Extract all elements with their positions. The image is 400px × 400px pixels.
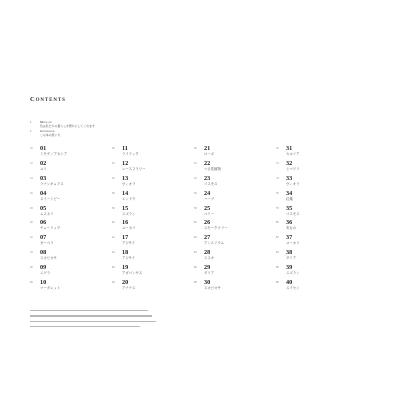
entry-title-ja: ヴィオラ bbox=[122, 181, 136, 186]
page-number: 68 bbox=[194, 281, 197, 285]
entry-title-ja: ミモザ／アカシア bbox=[40, 152, 68, 156]
toc-entry[interactable] bbox=[30, 146, 118, 161]
entry-number: 32 bbox=[286, 159, 293, 167]
entry-title-ja: ススキ bbox=[204, 256, 215, 261]
entry-title-ja: コスモス bbox=[204, 181, 218, 186]
page-number: 14 bbox=[30, 176, 33, 180]
toc-entry[interactable] bbox=[194, 146, 282, 161]
page-number: 56 bbox=[194, 191, 197, 195]
entry-number: 05 bbox=[40, 204, 47, 212]
contents-column-1 bbox=[30, 146, 118, 295]
toc-entry[interactable] bbox=[194, 191, 282, 206]
footnote-line bbox=[30, 315, 152, 316]
entry-number: 33 bbox=[286, 174, 293, 182]
page-number: 38 bbox=[112, 206, 115, 210]
entry-number: 20 bbox=[122, 279, 129, 287]
contents-column-2 bbox=[112, 146, 200, 295]
toc-entry[interactable] bbox=[112, 280, 200, 295]
toc-entry[interactable] bbox=[112, 235, 200, 250]
intro-title-ja: 色は私たちの暮らしを豊かにしてくれます bbox=[40, 123, 95, 128]
page-number: 46 bbox=[112, 266, 115, 270]
page-number: 10 bbox=[30, 147, 33, 150]
page-number: 16 bbox=[30, 191, 33, 195]
entry-title-ja: セルリア bbox=[286, 152, 300, 156]
entry-title-ja: ハーブ bbox=[204, 196, 215, 201]
page-number: 36 bbox=[112, 191, 115, 195]
page-number: 86 bbox=[276, 266, 279, 270]
entry-number: 25 bbox=[204, 204, 211, 212]
entry-number: 31 bbox=[286, 145, 293, 152]
toc-entry[interactable] bbox=[276, 250, 364, 265]
entry-number: 28 bbox=[204, 249, 211, 257]
toc-entry[interactable] bbox=[194, 220, 282, 235]
toc-entry[interactable] bbox=[112, 220, 200, 235]
toc-entry[interactable] bbox=[112, 265, 200, 280]
toc-entry[interactable] bbox=[276, 191, 364, 206]
entry-title-ja: アナナス bbox=[122, 286, 136, 291]
entry-title-ja: アンスリウム bbox=[204, 241, 225, 246]
entry-title-ja: レースフラワー bbox=[122, 166, 146, 171]
toc-entry[interactable] bbox=[276, 206, 364, 221]
intro-title-en: Guidebook bbox=[40, 129, 55, 133]
entry-number: 22 bbox=[204, 159, 211, 167]
entry-number: 24 bbox=[204, 189, 211, 197]
entry-title-ja: ローズ bbox=[204, 152, 215, 156]
toc-entry[interactable] bbox=[30, 265, 118, 280]
toc-entry[interactable] bbox=[194, 250, 282, 265]
page-number: 72 bbox=[276, 161, 279, 165]
page-number: 30 bbox=[112, 147, 115, 150]
contents-column-4 bbox=[276, 146, 364, 295]
entry-title-ja: マーガレット bbox=[40, 286, 61, 291]
entry-title-ja: スカビオサ bbox=[40, 256, 57, 261]
entry-title-ja: つる性植物 bbox=[204, 166, 221, 171]
entry-number: 11 bbox=[122, 145, 128, 152]
entry-title-ja: ダリア bbox=[286, 256, 297, 261]
entry-title-ja: ユリ bbox=[40, 166, 47, 171]
entry-title-ja: コスモス bbox=[286, 211, 300, 216]
entry-number: 03 bbox=[40, 174, 47, 182]
entry-number: 40 bbox=[286, 279, 293, 287]
page-number: 70 bbox=[276, 147, 279, 150]
entry-number: 08 bbox=[40, 249, 47, 257]
toc-entry[interactable] bbox=[194, 161, 282, 176]
contents-column-3 bbox=[194, 146, 282, 295]
entry-title-ja: ユーカリ bbox=[122, 226, 136, 231]
entry-number: 19 bbox=[122, 264, 129, 272]
entry-title-ja: 紅葉 bbox=[286, 196, 293, 201]
page-number: 88 bbox=[276, 281, 279, 285]
toc-entry[interactable] bbox=[194, 176, 282, 191]
page-number: 28 bbox=[30, 281, 33, 285]
entry-title-ja: ガーベラ bbox=[40, 241, 54, 246]
entry-title-ja: ムスカリ bbox=[40, 211, 54, 216]
toc-entry[interactable] bbox=[194, 265, 282, 280]
entry-title-ja: ユーカリ bbox=[286, 241, 300, 246]
toc-entry[interactable] bbox=[276, 146, 364, 161]
entry-title-ja: スカビオサ bbox=[204, 286, 221, 291]
entry-title-ja: アジサイ bbox=[122, 256, 136, 261]
page-number: 52 bbox=[194, 161, 197, 165]
toc-entry[interactable] bbox=[276, 235, 364, 250]
entry-title-ja: スイートピー bbox=[40, 196, 61, 201]
entry-number: 06 bbox=[40, 219, 47, 227]
toc-entry[interactable] bbox=[276, 220, 364, 235]
toc-entry[interactable] bbox=[30, 220, 118, 235]
toc-entry[interactable] bbox=[194, 206, 282, 221]
page-number: 22 bbox=[30, 236, 33, 240]
page-number: 20 bbox=[30, 221, 33, 225]
toc-entry[interactable] bbox=[276, 265, 364, 280]
entry-title-ja: ダリア bbox=[204, 271, 215, 276]
intro-title-en: Message bbox=[40, 120, 52, 124]
page-number: 66 bbox=[194, 266, 197, 270]
entry-number: 36 bbox=[286, 219, 293, 227]
entry-number: 12 bbox=[122, 159, 129, 167]
entry-number: 13 bbox=[122, 174, 129, 182]
page-number: 58 bbox=[194, 206, 197, 210]
entry-number: 14 bbox=[122, 189, 129, 197]
toc-entry[interactable] bbox=[30, 176, 118, 191]
toc-entry[interactable] bbox=[112, 161, 200, 176]
entry-number: 04 bbox=[40, 189, 47, 197]
toc-entry[interactable] bbox=[30, 280, 118, 295]
intro-title-ja: この本の使い方 bbox=[40, 132, 61, 137]
entry-number: 26 bbox=[204, 219, 211, 227]
page-number: 24 bbox=[30, 251, 33, 255]
toc-entry[interactable] bbox=[30, 206, 118, 221]
entry-title-ja: チューリップ bbox=[40, 226, 61, 231]
page-number: 12 bbox=[30, 161, 33, 165]
entry-number: 21 bbox=[204, 145, 211, 152]
entry-number: 02 bbox=[40, 159, 47, 167]
footnote-line bbox=[30, 321, 156, 322]
entry-number: 27 bbox=[204, 234, 211, 242]
intro-entry[interactable] bbox=[30, 130, 170, 139]
toc-entry[interactable] bbox=[194, 235, 282, 250]
footnote-line bbox=[30, 310, 148, 311]
page-title: Contents bbox=[30, 96, 66, 103]
entry-title-ja: スズラン bbox=[122, 211, 136, 216]
entry-number: 37 bbox=[286, 234, 293, 242]
entry-number: 07 bbox=[40, 234, 47, 242]
entry-title-ja: ラナンキュラス bbox=[40, 181, 64, 186]
page-number: 32 bbox=[112, 161, 115, 165]
entry-number: 39 bbox=[286, 264, 293, 272]
toc-entry[interactable] bbox=[30, 235, 118, 250]
entry-title-ja: スモークツリー bbox=[204, 226, 228, 231]
entry-number: 18 bbox=[122, 249, 129, 257]
entry-number: 01 bbox=[40, 145, 47, 152]
page-number: 84 bbox=[276, 251, 279, 255]
entry-number: 23 bbox=[204, 174, 211, 182]
page-number: 50 bbox=[194, 147, 197, 150]
toc-entry[interactable] bbox=[112, 250, 200, 265]
page-number: 62 bbox=[194, 236, 197, 240]
entry-number: 38 bbox=[286, 249, 293, 257]
entry-number: 15 bbox=[122, 204, 129, 212]
entry-number: 35 bbox=[286, 204, 293, 212]
entry-number: 16 bbox=[122, 219, 129, 227]
entry-title-ja: アジサイ bbox=[122, 241, 136, 246]
page-number: 34 bbox=[112, 176, 115, 180]
page-number: 18 bbox=[30, 206, 33, 210]
intro-page-number: 6 bbox=[30, 130, 32, 133]
entry-number: 17 bbox=[122, 234, 129, 242]
page-number: 54 bbox=[194, 176, 197, 180]
page-number: 48 bbox=[112, 281, 115, 285]
entry-title-ja: ニゲラ bbox=[40, 271, 51, 276]
toc-entry[interactable] bbox=[30, 250, 118, 265]
entry-title-ja: 実もの bbox=[286, 226, 297, 231]
toc-entry[interactable] bbox=[276, 280, 364, 295]
entry-title-ja: エンドウ bbox=[122, 196, 136, 201]
page-number: 80 bbox=[276, 221, 279, 225]
page-number: 74 bbox=[276, 176, 279, 180]
toc-entry[interactable] bbox=[112, 176, 200, 191]
entry-number: 34 bbox=[286, 189, 293, 197]
entry-title-ja: アガパンサス bbox=[122, 271, 143, 276]
entry-title-ja: ベリー bbox=[204, 211, 215, 216]
page-number: 76 bbox=[276, 191, 279, 195]
entry-title-ja: ヒマワリ bbox=[286, 166, 300, 171]
page-number: 42 bbox=[112, 236, 115, 240]
entry-title-ja: スズラン bbox=[286, 271, 300, 276]
toc-entry[interactable] bbox=[112, 206, 200, 221]
entry-title-ja: ヴィオラ bbox=[286, 181, 300, 186]
footnotes bbox=[30, 310, 160, 331]
page-number: 40 bbox=[112, 221, 115, 225]
entry-title-ja: スイセン bbox=[286, 286, 300, 291]
entry-number: 30 bbox=[204, 279, 211, 287]
entry-number: 10 bbox=[40, 279, 47, 287]
page-number: 44 bbox=[112, 251, 115, 255]
page-number: 78 bbox=[276, 206, 279, 210]
page-number: 26 bbox=[30, 266, 33, 270]
page-number: 60 bbox=[194, 221, 197, 225]
toc-entry[interactable] bbox=[30, 161, 118, 176]
page-number: 64 bbox=[194, 251, 197, 255]
page-number: 82 bbox=[276, 236, 279, 240]
toc-entry[interactable] bbox=[194, 280, 282, 295]
entry-number: 29 bbox=[204, 264, 211, 272]
toc-entry[interactable] bbox=[112, 146, 200, 161]
intro-list bbox=[30, 121, 170, 139]
footnote-line bbox=[30, 326, 140, 327]
toc-entry[interactable] bbox=[112, 191, 200, 206]
entry-title-ja: ライラック bbox=[122, 152, 139, 156]
toc-entry[interactable] bbox=[276, 176, 364, 191]
toc-entry[interactable] bbox=[276, 161, 364, 176]
entry-number: 09 bbox=[40, 264, 47, 272]
intro-page-number: 4 bbox=[30, 121, 32, 124]
toc-entry[interactable] bbox=[30, 191, 118, 206]
